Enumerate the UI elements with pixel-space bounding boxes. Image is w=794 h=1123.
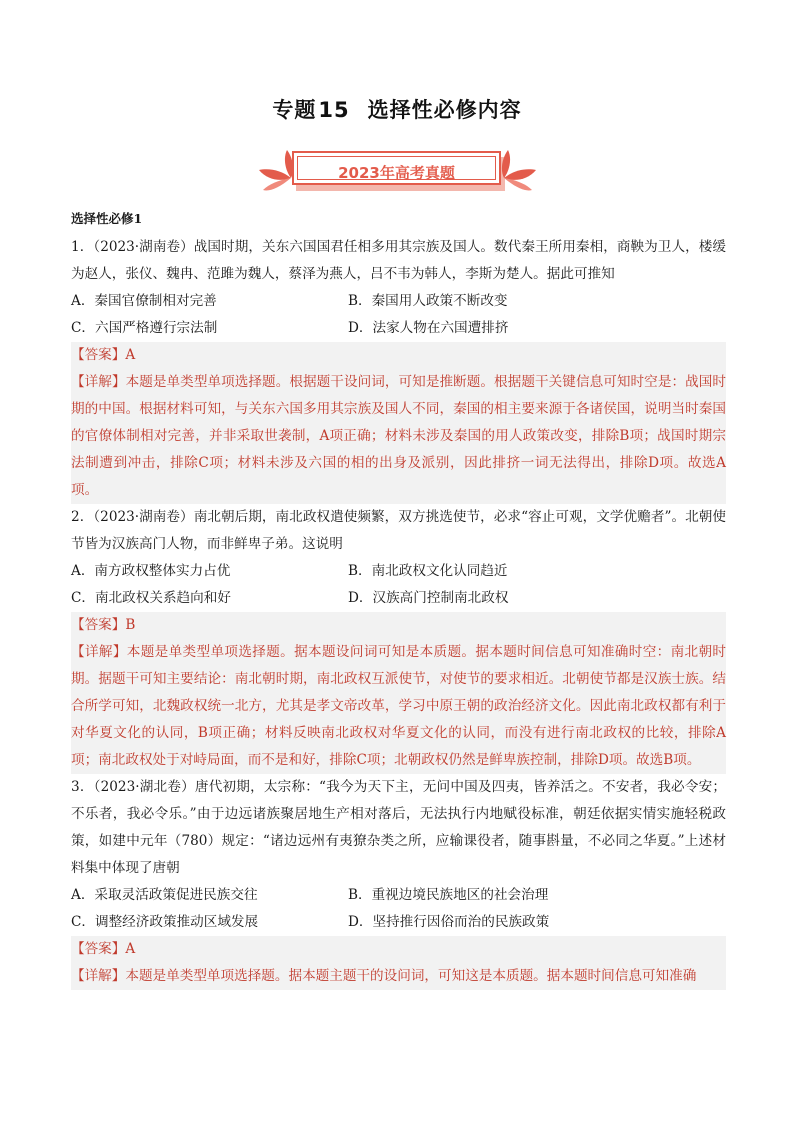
option-a: A．南方政权整体实力占优 — [71, 563, 231, 579]
year-banner — [255, 148, 540, 196]
question-3 — [71, 774, 726, 990]
detail-text: 本题是单类型单项选择题。根据题干设问词，可知是推断题。根据题干关键信息可知时空是：战国时期的中国。根据材料可知，与关东六国多用其宗族及国人不同，秦国的相主要来源于各诸侯国，说明当时秦国的官僚体制相对完善，并非采取世袭制，A项正确；材料未涉及秦国的用人政策改变，排除B项；战国时期宗法制遭到冲击，排除C项；材料未涉及六国的相的出身及派别，因此排挤一词无法得出，排除D项。故选A项。 — [71, 374, 727, 498]
question-1 — [71, 234, 726, 504]
right-leaf-icon — [500, 148, 540, 194]
banner-frame — [292, 151, 501, 185]
detail — [71, 639, 726, 774]
options — [71, 882, 726, 936]
option-d: D．法家人物在六国遭排挤 — [348, 320, 509, 336]
option-c: C．调整经济政策推动区域发展 — [71, 914, 259, 930]
detail-text: 本题是单类型单项选择题。据本题主题干的设问词，可知这是本质题。据本题时间信息可知准确 — [125, 968, 697, 984]
option-b: B．重视边境民族地区的社会治理 — [348, 887, 549, 903]
option-c: C．南北政权关系趋向和好 — [71, 590, 231, 606]
option-d: D．坚持推行因俗而治的民族政策 — [348, 914, 550, 930]
options — [71, 288, 726, 342]
answer-block — [71, 936, 726, 990]
title-number: 15 — [318, 98, 350, 122]
answer: 【答案】B — [71, 617, 136, 633]
answer: 【答案】A — [71, 941, 136, 957]
options — [71, 558, 726, 612]
question-2 — [71, 504, 726, 774]
option-b: B．秦国用人政策不断改变 — [348, 293, 508, 309]
section-label: 选择性必修1 — [71, 211, 143, 226]
title-prefix: 专题 — [272, 98, 317, 122]
question-stem: 1．（2023·湖南卷）战国时期，关东六国国君任相多用其宗族及国人。数代秦王所用秦相，商鞅为卫人，楼缓为赵人，张仪、魏冉、范雎为魏人，蔡泽为燕人，吕不韦为韩人，李斯为楚人。据此可推知 — [71, 239, 726, 282]
answer-block — [71, 342, 726, 504]
detail-label: 【详解】 — [71, 968, 126, 984]
banner-text: 2023年高考真题 — [338, 164, 455, 182]
option-b: B．南北政权文化认同趋近 — [348, 563, 508, 579]
question-stem: 2．（2023·湖南卷）南北朝后期，南北政权遣使频繁，双方挑选使节，必求“容止可观，文学优赡者”。北朝使节皆为汉族高门人物，而非鲜卑子弟。这说明 — [71, 509, 726, 552]
question-stem: 3．（2023·湖北卷）唐代初期，太宗称：“我今为天下主，无问中国及四夷，皆养活之。不安者，我必令安；不乐者，我必令乐。”由于边远诸族聚居地生产相对落后，无法执行内地赋役标准，朝廷依据实情实施轻税政策，如建中元年（780）规定：“诸边远州有夷獠杂类之所，应输课役者，随事斟量，不必同之华夏。”上述材料集中体现了唐朝 — [71, 779, 726, 876]
option-c: C．六国严格遵行宗法制 — [71, 320, 218, 336]
left-leaf-icon — [255, 148, 295, 194]
detail-label: 【详解】 — [71, 374, 126, 390]
detail-label: 【详解】 — [71, 644, 127, 660]
content — [71, 210, 726, 990]
option-a: A．秦国官僚制相对完善 — [71, 293, 217, 309]
option-a: A．采取灵活政策促进民族交往 — [71, 887, 258, 903]
answer: 【答案】A — [71, 347, 136, 363]
page-title — [0, 94, 794, 124]
title-text: 选择性必修内容 — [367, 98, 522, 122]
detail-text: 本题是单类型单项选择题。据本题设问词可知是本质题。据本题时间信息可知准确时空：南北朝时期。据题干可知主要结论：南北朝时期，南北政权互派使节，对使节的要求相近。北朝使节都是汉族士族。结合所学可知，北魏政权统一北方，尤其是孝文帝改革，学习中原王朝的政治经济文化。因此南北政权都有利于对华夏文化的认同，B项正确；材料反映南北政权对华夏文化的认同，而没有进行南北政权的比较，排除A项；南北政权处于对峙局面，而不是和好，排除C项；北朝政权仍然是鲜卑族控制，排除D项。故选B项。 — [71, 644, 727, 768]
detail — [71, 369, 726, 504]
answer-block — [71, 612, 726, 774]
detail — [71, 963, 726, 990]
option-d: D．汉族高门控制南北政权 — [348, 590, 509, 606]
